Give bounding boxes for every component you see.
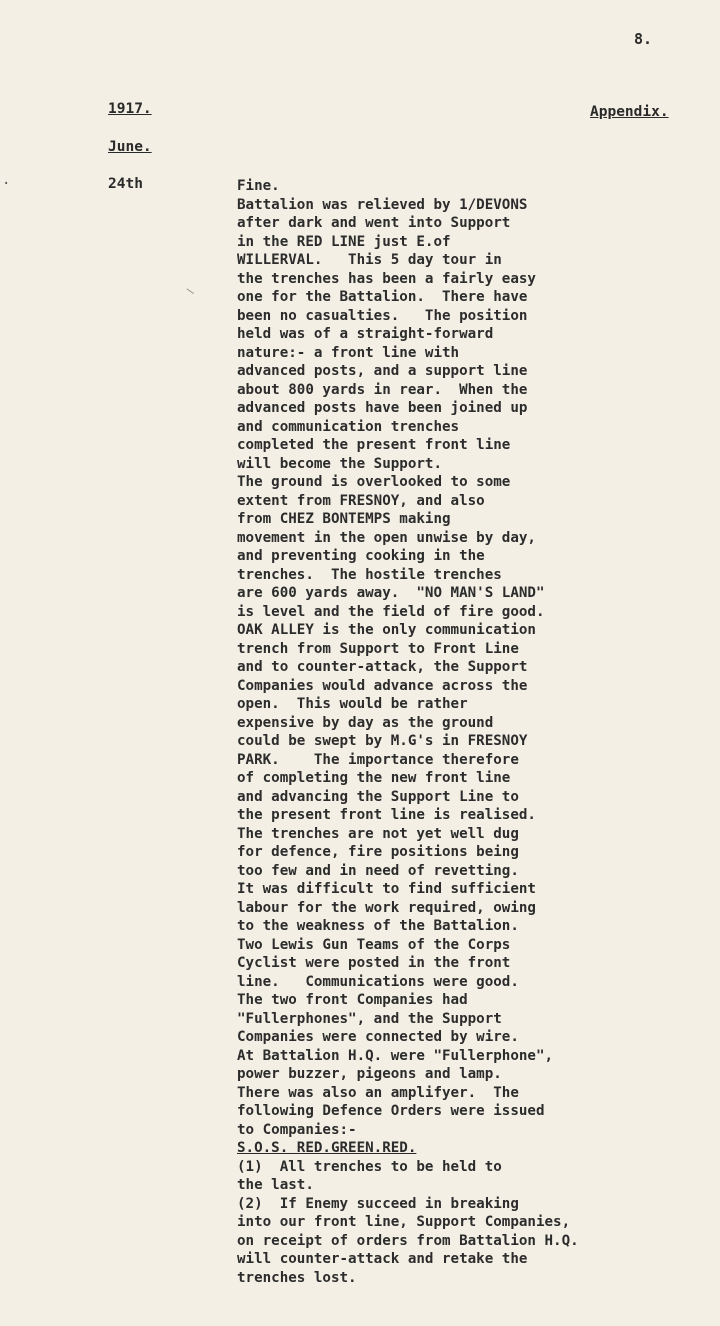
entry-line: "Fullerphones", and the Support [237, 1010, 502, 1027]
month-heading: June. [108, 139, 152, 155]
entry-line: labour for the work required, owing [237, 899, 536, 916]
entry-line: (2) If Enemy succeed in breaking [237, 1195, 519, 1212]
year-heading: 1917. [108, 101, 152, 117]
entry-line: (1) All trenches to be held to [237, 1158, 502, 1175]
entry-line: Cyclist were posted in the front [237, 955, 511, 971]
entry-line: from CHEZ BONTEMPS making [237, 511, 451, 527]
entry-line: and preventing cooking in the [237, 548, 485, 564]
entry-line: the present front line is realised. [237, 807, 536, 823]
entry-line: There was also an amplifyer. The [237, 1084, 519, 1101]
entry-line: The trenches are not yet well dug [237, 825, 519, 842]
entry-line: Battalion was relieved by 1/DEVONS [237, 196, 528, 213]
entry-line: line. Communications were good. [237, 973, 519, 990]
entry-line: At Battalion H.Q. were "Fullerphone", [237, 1047, 554, 1064]
entry-line: and communication trenches [237, 418, 460, 435]
entry-line: will counter-attack and retake the [237, 1251, 528, 1267]
entry-line: expensive by day as the ground [237, 714, 494, 731]
entry-line: movement in the open unwise by day, [237, 529, 536, 546]
entry-line: and advancing the Support Line to [237, 788, 519, 805]
entry-line: will become the Support. [237, 455, 442, 472]
entry-line: been no casualties. The position [237, 307, 528, 324]
entry-line: It was difficult to find sufficient [237, 881, 536, 897]
entry-line: open. This would be rather [237, 696, 468, 712]
entry-line: trenches. The hostile trenches [237, 566, 502, 583]
pencil-stroke-mark: — [182, 282, 199, 300]
entry-line: completed the present front line [237, 437, 511, 453]
entry-line: OAK ALLEY is the only communication [237, 622, 536, 638]
entry-line: held was of a straight-forward [237, 326, 494, 342]
entry-line: power buzzer, pigeons and lamp. [237, 1066, 502, 1082]
entry-line: after dark and went into Support [237, 215, 511, 231]
entry-line: into our front line, Support Companies, [237, 1214, 571, 1230]
entry-line: The ground is overlooked to some [237, 474, 511, 490]
entry-line: nature:- a front line with [237, 344, 460, 361]
entry-text [237, 177, 712, 1287]
entry-line: Companies were connected by wire. [237, 1029, 519, 1045]
entry-line: to Companies:- [237, 1121, 357, 1138]
entry-line: The two front Companies had [237, 992, 468, 1008]
pencil-dot-mark: · [2, 176, 11, 192]
entry-line: of completing the new front line [237, 770, 511, 786]
entry-line: the last. [237, 1177, 314, 1193]
entry-line: are 600 yards away. "NO MAN'S LAND" [237, 585, 545, 601]
entry-line: extent from FRESNOY, and also [237, 492, 485, 509]
entry-day: 24th [108, 176, 143, 192]
entry-line: WILLERVAL. This 5 day tour in [237, 252, 502, 268]
entry-line: one for the Battalion. There have [237, 289, 528, 305]
entry-line: advanced posts have been joined up [237, 400, 528, 416]
entry-line: Fine. [237, 178, 280, 194]
entry-line: for defence, fire positions being [237, 844, 519, 860]
entry-line: could be swept by M.G's in FRESNOY [237, 733, 528, 749]
entry-line: trench from Support to Front Line [237, 640, 519, 657]
entry-line: PARK. The importance therefore [237, 751, 519, 768]
entry-line: the trenches has been a fairly easy [237, 270, 536, 287]
entry-line: following Defence Orders were issued [237, 1103, 545, 1119]
appendix-heading: Appendix. [590, 104, 669, 120]
entry-line: in the RED LINE just E.of [237, 233, 451, 250]
entry-line: about 800 yards in rear. When the [237, 381, 528, 398]
entry-line: advanced posts, and a support line [237, 363, 528, 379]
entry-line: too few and in need of revetting. [237, 862, 519, 879]
entry-line: and to counter-attack, the Support [237, 659, 528, 675]
page-number: 8. [634, 30, 653, 48]
entry-line: on receipt of orders from Battalion H.Q. [237, 1232, 579, 1249]
entry-line: Companies would advance across the [237, 677, 528, 694]
entry-line: to the weakness of the Battalion. [237, 918, 519, 934]
entry-line: trenches lost. [237, 1269, 357, 1286]
entry-line: Two Lewis Gun Teams of the Corps [237, 936, 511, 953]
sos-signal-line: S.O.S. RED.GREEN.RED. [237, 1140, 417, 1156]
entry-line: is level and the field of fire good. [237, 603, 545, 620]
